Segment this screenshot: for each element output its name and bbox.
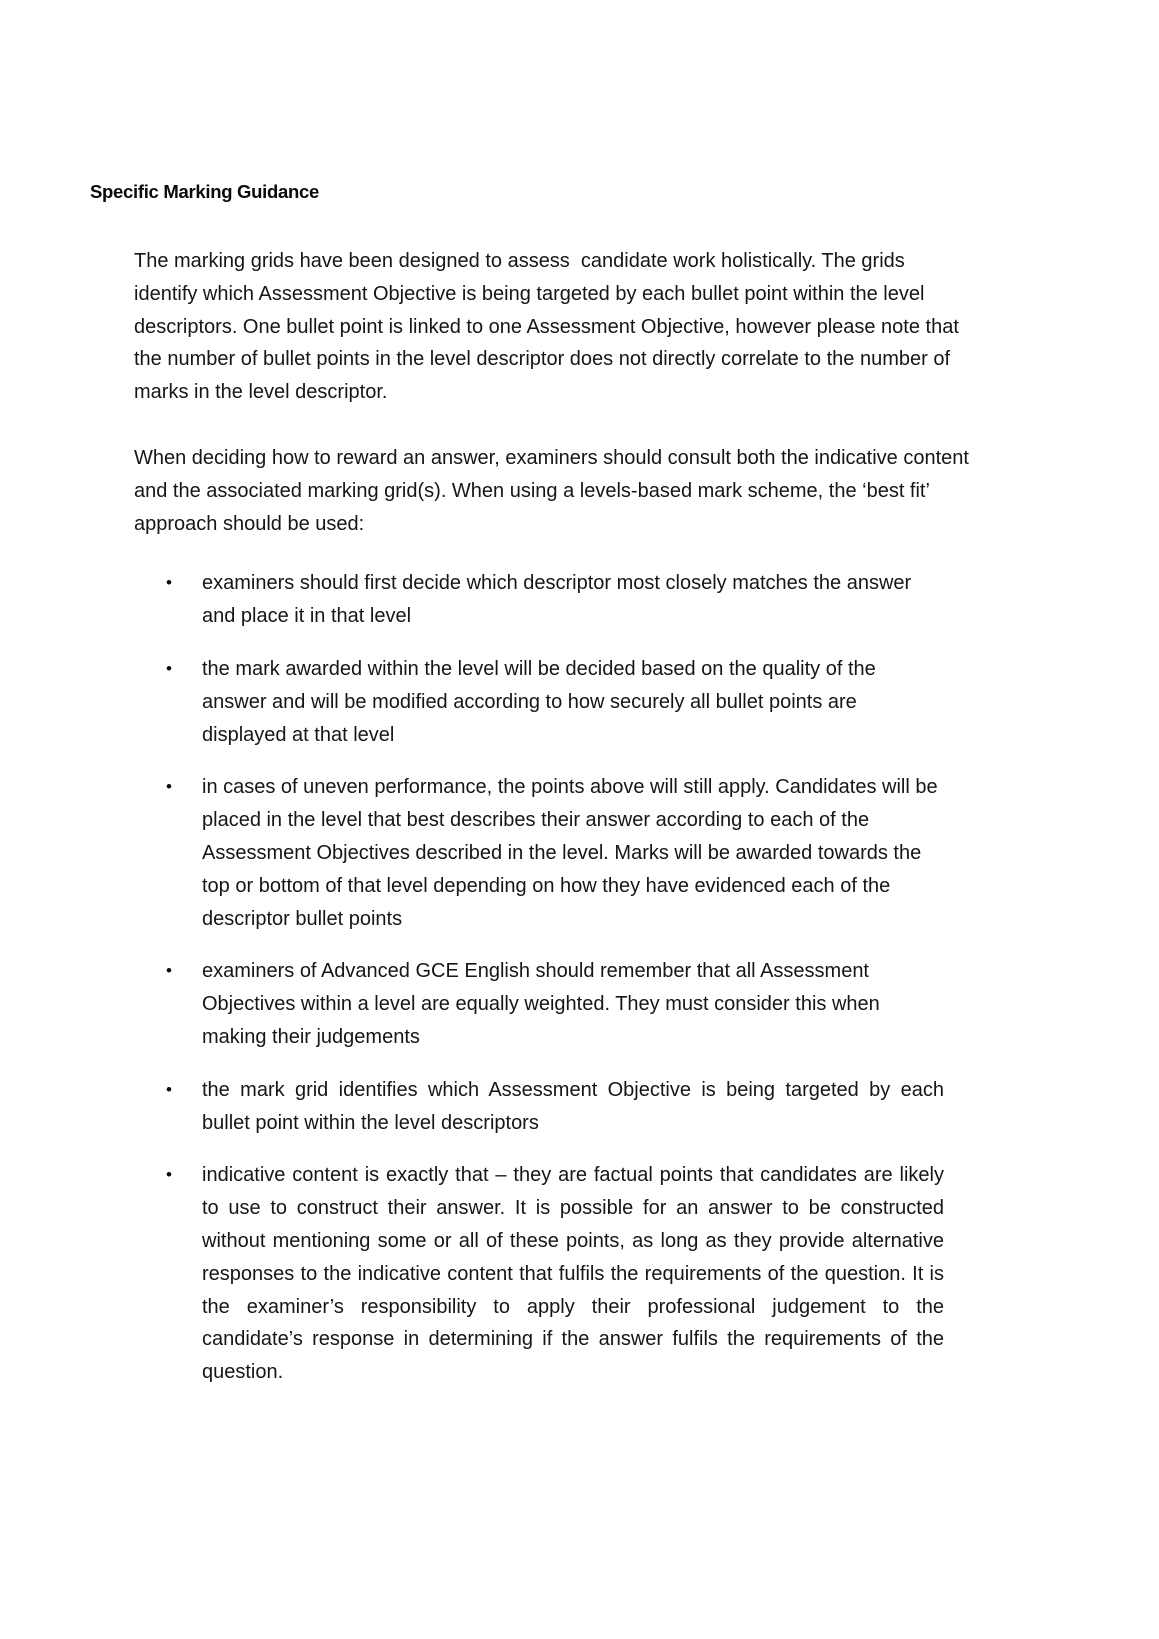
list-item-text: indicative content is exactly that – they are factual points that candidates are likely to use to construct their answer. It is possible for an answer to be constructed without mentioning some or all of these points, as long as they provide alternative responses to the indicative content that fulfils the requirements of the question. It is the examiner’s responsibility to apply their professional judgement to the candidate’s response in determining if the answer fulfils the requirements of the question. bbox=[202, 1164, 944, 1384]
list-item bbox=[166, 1159, 944, 1389]
paragraph: When deciding how to reward an answer, examiners should consult both the indicative content and the associated marking grid(s). When using a levels-based mark scheme, the ‘best fit’ approach should be used: bbox=[134, 446, 975, 535]
list-item-text: examiners of Advanced GCE English should remember that all Assessment Objectives within a level are equally weighted. They must consider this when making their judgements bbox=[202, 960, 880, 1048]
list-item-text: the mark grid identifies which Assessment Objective is being targeted by each bullet point within the level descriptors bbox=[202, 1078, 944, 1134]
bullet-icon: • bbox=[166, 961, 172, 981]
list-item bbox=[166, 771, 944, 935]
list-item bbox=[166, 567, 944, 633]
list-item bbox=[166, 955, 944, 1053]
bullet-list bbox=[90, 567, 990, 1389]
page-content bbox=[90, 181, 990, 1389]
bullet-icon: • bbox=[166, 573, 172, 593]
section-heading: Specific Marking Guidance bbox=[90, 181, 319, 202]
list-item-text: in cases of uneven performance, the points above will still apply. Candidates will be placed in the level that best describes their answer according to each of the Assessment Objectives described in the level. Marks will be awarded towards the top or bottom of that level depending on how they have evidenced each of the descriptor bullet points bbox=[202, 776, 938, 930]
list-item-text: examiners should first decide which descriptor most closely matches the answer and place it in that level bbox=[202, 572, 912, 628]
bullet-icon: • bbox=[166, 658, 172, 678]
paragraph: The marking grids have been designed to assess candidate work holistically. The grids identify which Assessment Objective is being targeted by each bullet point within the level descriptors. One bullet point is linked to one Assessment Objective, however please note that the number of bullet points in the level descriptor does not directly correlate to the number of marks in the level descriptor. bbox=[134, 250, 965, 404]
bullet-icon: • bbox=[166, 1165, 172, 1185]
list-item bbox=[166, 653, 944, 751]
list-item bbox=[166, 1074, 944, 1140]
bullet-icon: • bbox=[166, 777, 172, 797]
bullet-icon: • bbox=[166, 1079, 172, 1099]
list-item-text: the mark awarded within the level will be decided based on the quality of the answer and will be modified according to how securely all bullet points are displayed at that level bbox=[202, 657, 876, 746]
